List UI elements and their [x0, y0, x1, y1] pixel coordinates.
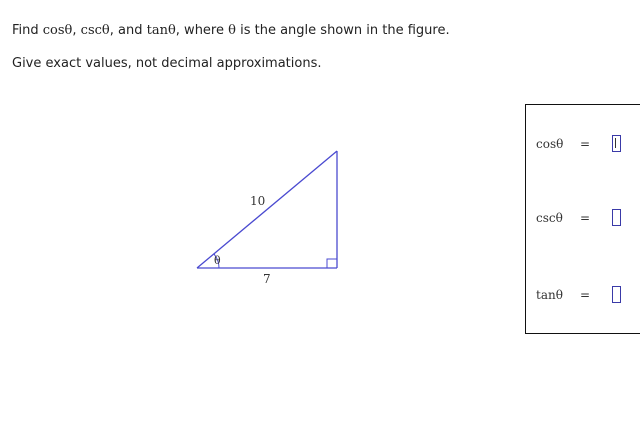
- cos-label: cosθ: [536, 137, 564, 151]
- csc-answer-row: [526, 208, 640, 230]
- theta-symbol: θ: [228, 23, 236, 38]
- equals-sign: =: [580, 211, 591, 225]
- find-word: Find: [12, 23, 39, 38]
- csc-theta-text: cscθ: [80, 23, 110, 38]
- hypotenuse-line: [197, 151, 337, 268]
- question-line-2: Give exact values, not decimal approximations.: [12, 56, 322, 71]
- where-text: , where: [175, 23, 224, 38]
- csc-answer-input[interactable]: [612, 209, 621, 226]
- tan-label: tanθ: [536, 288, 563, 302]
- separator: , and: [109, 23, 143, 38]
- equals-sign: =: [580, 288, 591, 302]
- tan-theta-text: tanθ: [146, 23, 176, 38]
- cos-theta-text: cosθ: [42, 23, 73, 38]
- angle-label: θ: [214, 254, 221, 267]
- cos-answer-input[interactable]: [612, 135, 621, 152]
- csc-label: cscθ: [536, 211, 563, 225]
- separator: ,: [72, 23, 77, 38]
- cos-answer-row: [526, 134, 640, 156]
- equals-sign: =: [580, 137, 591, 151]
- tan-answer-input[interactable]: [612, 286, 621, 303]
- hypotenuse-label: 10: [250, 194, 266, 208]
- right-angle-marker: [327, 259, 337, 268]
- question-end-text: is the angle shown in the figure.: [240, 23, 450, 38]
- tan-answer-row: [526, 285, 640, 307]
- adjacent-label: 7: [263, 272, 271, 286]
